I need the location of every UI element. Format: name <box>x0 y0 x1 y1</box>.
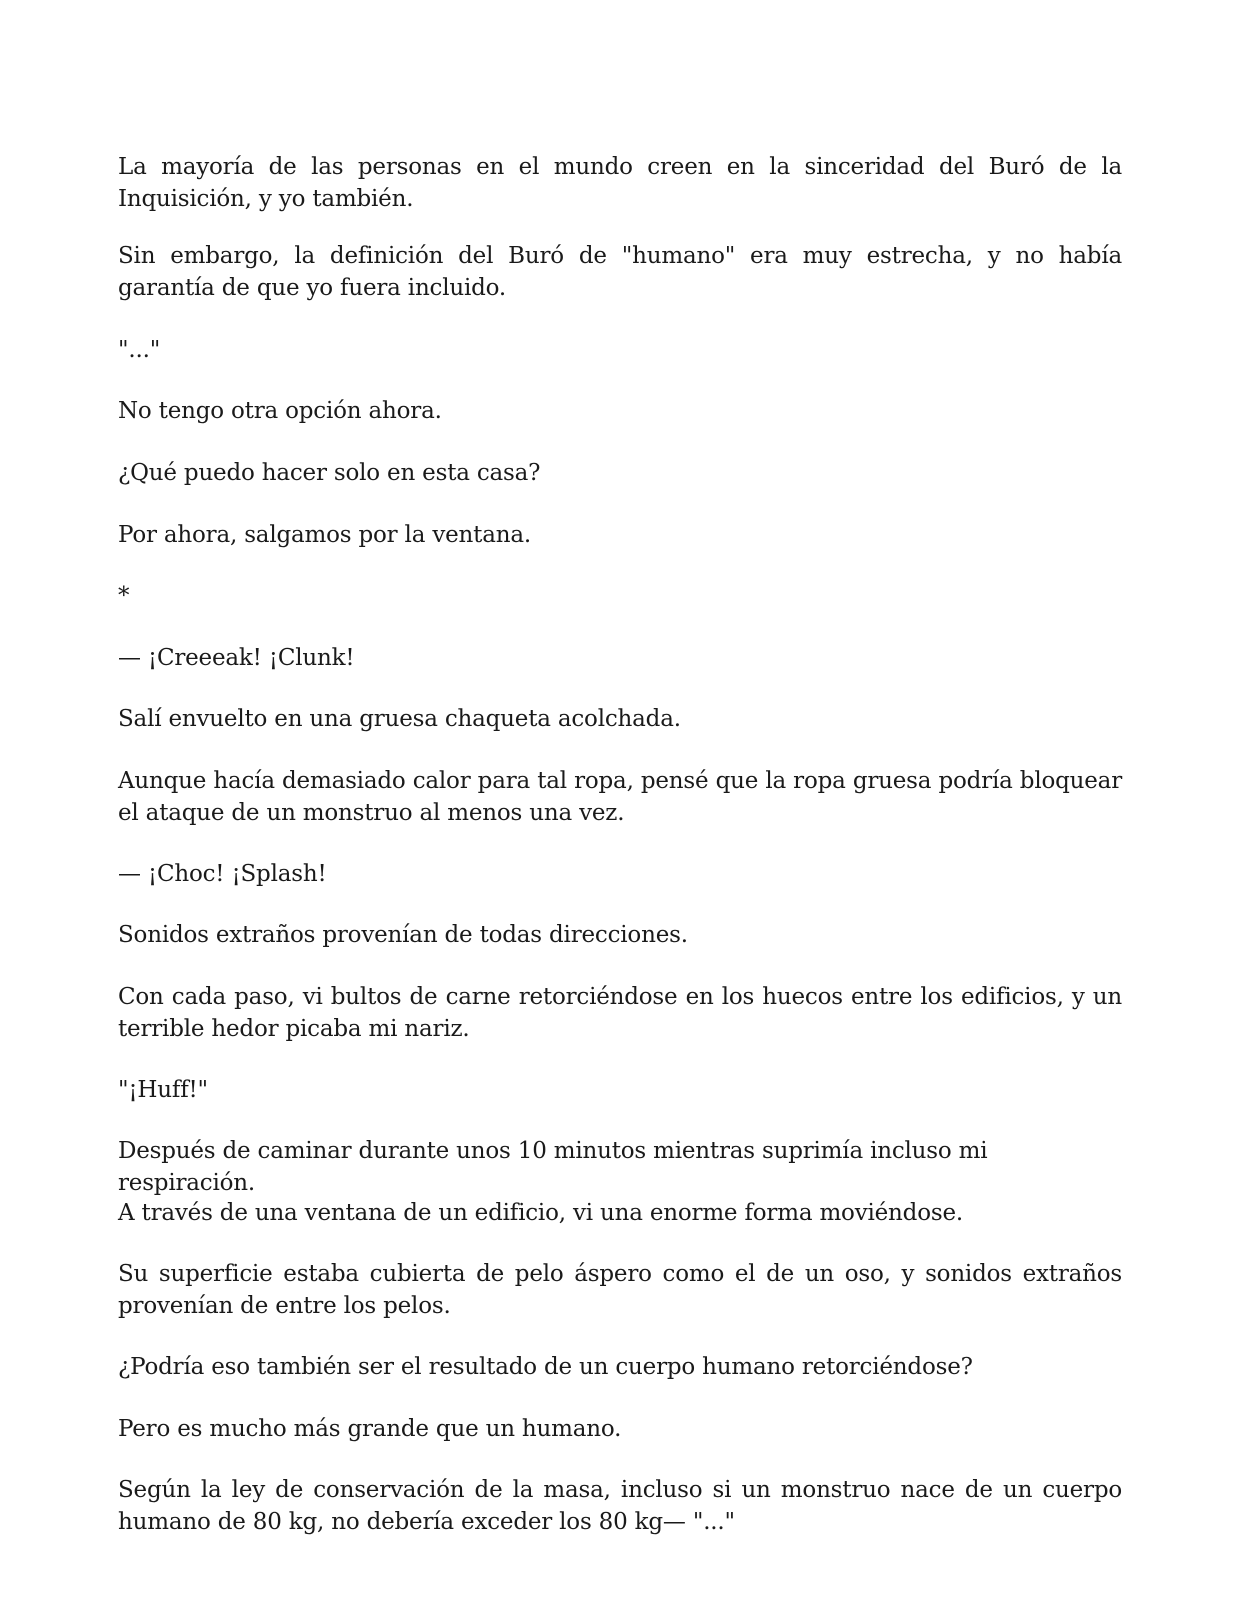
paragraph: ¿Qué puedo hacer solo en esta casa? <box>118 460 541 486</box>
paragraph: "..." <box>118 337 161 363</box>
paragraph: Según la ley de conservación de la masa, incluso si un monstruo nace de un cuerpo humano de 80 kg, no debería exceder los 80 kg— "..." <box>118 1477 1122 1535</box>
paragraph: Con cada paso, vi bultos de carne retorciéndose en los huecos entre los edificios, y un terrible hedor picaba mi nariz. <box>118 984 1122 1042</box>
paragraph: Salí envuelto en una gruesa chaqueta acolchada. <box>118 706 681 732</box>
paragraph: La mayoría de las personas en el mundo creen en la sinceridad del Buró de la Inquisición, y yo también. <box>118 154 1122 212</box>
paragraph: No tengo otra opción ahora. <box>118 398 442 424</box>
paragraph: * <box>118 583 130 609</box>
paragraph: Su superficie estaba cubierta de pelo áspero como el de un oso, y sonidos extraños provenían de entre los pelos. <box>118 1261 1122 1319</box>
paragraph: Sin embargo, la definición del Buró de "humano" era muy estrecha, y no había garantía de que yo fuera incluido. <box>118 243 1122 301</box>
paragraph: "¡Huff!" <box>118 1077 208 1103</box>
paragraph: A través de una ventana de un edificio, vi una enorme forma moviéndose. <box>118 1200 963 1226</box>
paragraph: — ¡Creeeak! ¡Clunk! <box>118 645 355 671</box>
paragraph: — ¡Choc! ¡Splash! <box>118 861 327 887</box>
paragraph: Aunque hacía demasiado calor para tal ropa, pensé que la ropa gruesa podría bloquear el ataque de un monstruo al menos una vez. <box>118 768 1122 826</box>
paragraph: Por ahora, salgamos por la ventana. <box>118 522 531 548</box>
paragraph: Sonidos extraños provenían de todas direcciones. <box>118 922 688 948</box>
paragraph: Después de caminar durante unos 10 minutos mientras suprimía incluso mi respiración. <box>118 1138 988 1196</box>
paragraph: Pero es mucho más grande que un humano. <box>118 1416 622 1442</box>
paragraph: ¿Podría eso también ser el resultado de un cuerpo humano retorciéndose? <box>118 1354 973 1380</box>
